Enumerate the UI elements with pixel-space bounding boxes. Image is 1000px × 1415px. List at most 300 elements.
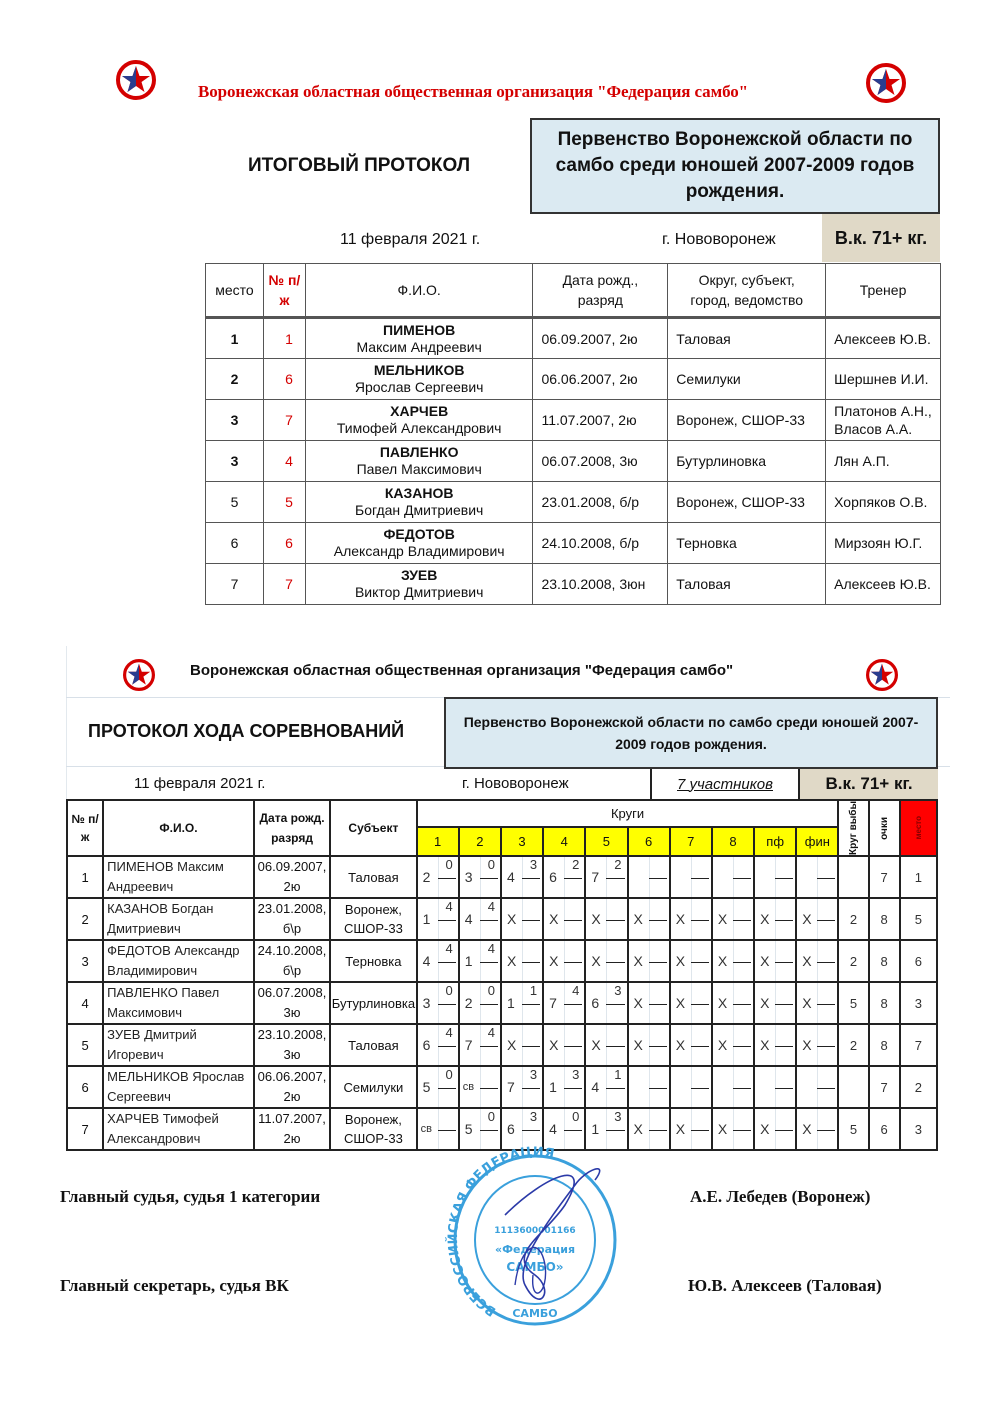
col-region: Округ, субъект, город, ведомство: [668, 264, 826, 318]
opponent: X: [675, 1037, 686, 1053]
opponent: X: [675, 953, 686, 969]
competition-title-box-2: [444, 697, 938, 769]
bout-cell: [796, 1108, 838, 1150]
table-row: [206, 523, 941, 564]
opponent: 4: [422, 953, 431, 969]
bout-cell: [501, 982, 543, 1024]
coach-cell: Шершнев И.И.: [826, 359, 941, 400]
table-row: [206, 482, 941, 523]
name-cell: ЗУЕВ Дмитрий Игоревич: [103, 1024, 254, 1066]
score: 4: [487, 941, 495, 956]
org-name-2: Воронежская областная общественная организация "Федерация самбо": [190, 662, 734, 679]
bout-cell: [670, 940, 712, 982]
opponent: X: [591, 911, 601, 927]
number-cell: 7: [263, 564, 305, 605]
opponent: X: [633, 1121, 643, 1137]
col-number: № п/ж: [263, 264, 305, 318]
bout-cell: [628, 940, 670, 982]
bout-cell: [670, 982, 712, 1024]
sambo-logo-icon: [123, 659, 155, 691]
first-name: Тимофей Александрович: [336, 420, 502, 436]
opponent: X: [760, 1037, 770, 1053]
bout-cell: [501, 940, 543, 982]
bout-cell: [417, 1066, 459, 1108]
org-name: Воронежская областная общественная организация "Федерация самбо": [198, 82, 748, 101]
opponent: X: [549, 953, 559, 969]
name-cell: КАЗАНОВ Богдан Дмитриевич: [103, 898, 254, 940]
opponent: X: [760, 995, 770, 1011]
score: 2: [572, 857, 580, 872]
svg-text:САМБО: САМБО: [512, 1307, 558, 1320]
bout-cell: [585, 856, 627, 898]
bout-cell: [628, 1108, 670, 1150]
table-row: [67, 982, 937, 1024]
bout-cell: [670, 856, 712, 898]
opponent: X: [802, 953, 812, 969]
score: 4: [487, 1025, 495, 1040]
weight-class-box: [822, 214, 940, 262]
opponent: X: [717, 953, 728, 969]
dob-cell: 24.10.2008, б\р: [254, 940, 330, 982]
number-cell: 1: [263, 318, 305, 359]
score: 3: [614, 983, 622, 998]
bout-cell: [417, 898, 459, 940]
dob-cell: 06.06.2007, 2ю: [254, 1066, 330, 1108]
place-cell: 1: [900, 856, 937, 898]
opponent: X: [506, 1037, 517, 1053]
bout-cell: [459, 940, 501, 982]
bout-cell: [754, 1066, 796, 1108]
opponent: X: [760, 1121, 770, 1137]
name-cell: ФЕДОТОВ Александр Владимирович: [103, 940, 254, 982]
participants-box: [650, 769, 800, 799]
bout-cell: [796, 1066, 838, 1108]
bout-cell: [417, 982, 459, 1024]
last-name: ПИМЕНОВ: [383, 321, 456, 338]
opponent: X: [802, 911, 812, 927]
out-round-cell: 2: [838, 898, 868, 940]
col-number: № п/ж: [67, 800, 103, 856]
table-row: [206, 564, 941, 605]
opponent: X: [506, 953, 517, 969]
dob-cell: 11.07.2007, 2ю: [533, 400, 668, 441]
bout-cell: [543, 898, 585, 940]
opponent: 4: [464, 911, 473, 927]
name-cell: [305, 441, 533, 482]
first-name: Александр Владимирович: [333, 543, 505, 559]
opponent: 7: [591, 869, 600, 885]
col-name: Ф.И.О.: [103, 800, 254, 856]
first-name: Богдан Дмитриевич: [355, 502, 484, 518]
out-round-cell: [838, 856, 868, 898]
bout-cell: [670, 1066, 712, 1108]
bout-cell: [628, 856, 670, 898]
bout-cell: [459, 1066, 501, 1108]
opponent: св: [462, 1081, 475, 1093]
bout-cell: [501, 1024, 543, 1066]
score: 4: [445, 1025, 453, 1040]
sambo-logo-icon: [116, 60, 156, 100]
rounds-title: Круги: [417, 800, 839, 827]
round-header: 4: [543, 827, 585, 856]
bout-cell: [796, 1024, 838, 1066]
table-row: [206, 359, 941, 400]
score: 0: [445, 1067, 453, 1082]
name-cell: [305, 564, 533, 605]
bout-cell: [754, 1108, 796, 1150]
chief-judge-name: А.Е. Лебедев (Воронеж): [690, 1187, 871, 1206]
name-cell: [305, 523, 533, 564]
score: 4: [445, 941, 453, 956]
first-name: Павел Максимович: [356, 461, 482, 477]
bout-cell: [501, 1066, 543, 1108]
opponent: X: [717, 1037, 728, 1053]
place-cell: 3: [206, 400, 264, 441]
dob-cell: 23.01.2008, б/р: [533, 482, 668, 523]
number-cell: 7: [263, 400, 305, 441]
opponent: X: [717, 911, 728, 927]
number-cell: 5: [67, 1024, 103, 1066]
opponent: 3: [422, 995, 431, 1011]
final-results-table: [205, 263, 941, 605]
col-subject: Субъект: [330, 800, 416, 856]
dob-cell: 11.07.2007, 2ю: [254, 1108, 330, 1150]
points-cell: 8: [869, 982, 900, 1024]
svg-text:САМБО»: САМБО»: [506, 1260, 564, 1274]
competition-city-2: г. Нововоронеж: [462, 775, 569, 792]
participants-count: 7 участников: [677, 775, 773, 793]
number-cell: 6: [263, 359, 305, 400]
round-header: 7: [670, 827, 712, 856]
opponent: 6: [422, 1037, 431, 1053]
svg-text:ВСЕРОССИЙСКАЯ ФЕДЕРАЦИЯ: ВСЕРОССИЙСКАЯ ФЕДЕРАЦИЯ: [445, 1145, 556, 1319]
name-cell: ХАРЧЕВ Тимофей Александрович: [103, 1108, 254, 1150]
place-cell: 7: [900, 1024, 937, 1066]
table-row: [67, 940, 937, 982]
chief-secretary-name: Ю.В. Алексеев (Таловая): [688, 1276, 882, 1295]
opponent: X: [591, 953, 601, 969]
score: 3: [614, 1109, 622, 1124]
name-cell: ПИМЕНОВ Максим Андреевич: [103, 856, 254, 898]
col-points: очки: [869, 800, 900, 856]
score: 3: [529, 857, 538, 872]
col-place: место: [206, 264, 264, 318]
score: 3: [529, 1109, 538, 1124]
opponent: X: [717, 1121, 728, 1137]
opponent: X: [549, 911, 559, 927]
bout-cell: [585, 1066, 627, 1108]
opponent: 7: [464, 1037, 473, 1053]
number-cell: 5: [263, 482, 305, 523]
points-cell: 7: [869, 856, 900, 898]
opponent: X: [506, 911, 517, 927]
bout-cell: [585, 982, 627, 1024]
svg-text:«Федерация: «Федерация: [494, 1243, 576, 1256]
opponent: X: [802, 995, 812, 1011]
place-cell: 6: [206, 523, 264, 564]
dob-cell: 23.10.2008, 3ю: [254, 1024, 330, 1066]
name-cell: [305, 359, 533, 400]
round-header: 5: [585, 827, 627, 856]
opponent: 6: [591, 995, 600, 1011]
bout-cell: [459, 856, 501, 898]
opponent: 4: [549, 1121, 557, 1137]
name-cell: [305, 400, 533, 441]
weight-class-2: В.к. 71+ кг.: [825, 774, 913, 793]
col-dob: Дата рожд., разряд: [533, 264, 668, 318]
score: 0: [572, 1109, 580, 1124]
bout-cell: [712, 856, 754, 898]
number-cell: 4: [67, 982, 103, 1024]
table-row: [67, 1066, 937, 1108]
opponent: 6: [506, 1121, 515, 1137]
opponent: X: [633, 953, 643, 969]
place-cell: 6: [900, 940, 937, 982]
bout-cell: [670, 898, 712, 940]
table-row: [206, 441, 941, 482]
bout-cell: [796, 940, 838, 982]
opponent: 6: [549, 869, 557, 885]
dob-cell: 06.09.2007, 2ю: [533, 318, 668, 359]
place-cell: 3: [206, 441, 264, 482]
opponent: 2: [464, 995, 473, 1011]
number-cell: 4: [263, 441, 305, 482]
bout-cell: [585, 1024, 627, 1066]
points-cell: 8: [869, 898, 900, 940]
opponent: 7: [549, 995, 557, 1011]
score: 3: [572, 1067, 580, 1082]
opponent: св: [420, 1123, 432, 1135]
opponent: X: [633, 1037, 643, 1053]
number-cell: 6: [67, 1066, 103, 1108]
region-cell: Таловая: [668, 318, 826, 359]
out-round-cell: 2: [838, 940, 868, 982]
bout-cell: [628, 1024, 670, 1066]
weight-class: В.к. 71+ кг.: [834, 227, 928, 248]
score: 0: [445, 983, 453, 998]
last-name: ПАВЛЕНКО: [379, 444, 459, 460]
opponent: 1: [549, 1079, 557, 1095]
bout-cell: [796, 898, 838, 940]
bout-cell: [543, 982, 585, 1024]
competition-title-box: [530, 118, 940, 214]
dob-cell: 06.06.2007, 2ю: [533, 359, 668, 400]
bout-cell: [501, 856, 543, 898]
coach-cell: Хорпяков О.В.: [826, 482, 941, 523]
col-place: место: [900, 800, 937, 856]
bout-cell: [585, 1108, 627, 1150]
round-header: 8: [712, 827, 754, 856]
score: 4: [572, 983, 580, 998]
opponent: 1: [591, 1121, 600, 1137]
opponent: 4: [506, 869, 515, 885]
points-cell: 7: [869, 1066, 900, 1108]
sambo-logo-icon: [866, 63, 906, 103]
bout-cell: [459, 1108, 501, 1150]
region-cell: Бутурлиновка: [668, 441, 826, 482]
bout-cell: [754, 982, 796, 1024]
bout-cell: [501, 898, 543, 940]
competition-city: г. Нововоронеж: [662, 231, 776, 248]
table-row: [206, 400, 941, 441]
bout-cell: [459, 898, 501, 940]
coach-cell: Лян А.П.: [826, 441, 941, 482]
bout-cell: [417, 940, 459, 982]
bout-cell: [754, 1024, 796, 1066]
bout-cell: [543, 1108, 585, 1150]
first-name: Ярослав Сергеевич: [354, 379, 484, 395]
bout-cell: [754, 898, 796, 940]
opponent: X: [549, 1037, 559, 1053]
subject-cell: Воронеж, СШОР-33: [330, 1108, 416, 1150]
bout-cell: [670, 1108, 712, 1150]
out-round-cell: 5: [838, 1108, 868, 1150]
number-cell: 6: [263, 523, 305, 564]
score: 0: [487, 857, 495, 872]
dob-cell: 06.07.2008, 3ю: [533, 441, 668, 482]
final-protocol-title: ИТОГОВЫЙ ПРОТОКОЛ: [248, 155, 471, 176]
round-header: 1: [417, 827, 459, 856]
last-name: ЗУЕВ: [400, 567, 438, 583]
dob-cell: 23.10.2008, 3юн: [533, 564, 668, 605]
table-row: [67, 1024, 937, 1066]
place-cell: 3: [900, 982, 937, 1024]
opponent: 5: [464, 1121, 473, 1137]
place-cell: 7: [206, 564, 264, 605]
bout-cell: [628, 898, 670, 940]
bout-cell: [459, 1024, 501, 1066]
chief-judge-label: Главный судья, судья 1 категории: [60, 1187, 321, 1206]
weight-class-box-2: [800, 769, 938, 799]
place-cell: 5: [206, 482, 264, 523]
score: 4: [445, 899, 453, 914]
subject-cell: Семилуки: [330, 1066, 416, 1108]
opponent: X: [591, 1037, 601, 1053]
score: 4: [487, 899, 495, 914]
coach-cell: Алексеев Ю.В.: [826, 564, 941, 605]
round-header: фин: [796, 827, 838, 856]
score: 0: [487, 1109, 495, 1124]
bout-cell: [543, 940, 585, 982]
score: 2: [614, 857, 622, 872]
bout-cell: [628, 982, 670, 1024]
bout-progress-table: [66, 799, 938, 1151]
score: 3: [529, 1067, 538, 1082]
score: 1: [529, 983, 538, 998]
bout-cell: [712, 1066, 754, 1108]
region-cell: Таловая: [668, 564, 826, 605]
opponent: 5: [422, 1079, 431, 1095]
place-cell: 3: [900, 1108, 937, 1150]
opponent: X: [633, 911, 643, 927]
bout-cell: [543, 1024, 585, 1066]
bout-cell: [712, 1024, 754, 1066]
bout-cell: [796, 982, 838, 1024]
points-cell: 8: [869, 940, 900, 982]
opponent: 7: [506, 1079, 515, 1095]
out-round-cell: [838, 1066, 868, 1108]
coach-cell: Мирзоян Ю.Г.: [826, 523, 941, 564]
dob-cell: 06.07.2008, 3ю: [254, 982, 330, 1024]
number-cell: 2: [67, 898, 103, 940]
bout-cell: [459, 982, 501, 1024]
name-cell: [305, 482, 533, 523]
name-cell: МЕЛЬНИКОВ Ярослав Сергеевич: [103, 1066, 254, 1108]
dob-cell: 23.01.2008, б\р: [254, 898, 330, 940]
subject-cell: Бутурлиновка: [330, 982, 416, 1024]
score: 0: [445, 857, 453, 872]
points-cell: 8: [869, 1024, 900, 1066]
region-cell: Воронеж, СШОР-33: [668, 482, 826, 523]
subject-cell: Терновка: [330, 940, 416, 982]
place-cell: 2: [900, 1066, 937, 1108]
first-name: Виктор Дмитриевич: [354, 584, 484, 600]
bout-cell: [417, 1024, 459, 1066]
last-name: КАЗАНОВ: [384, 485, 454, 501]
coach-cell: Платонов А.Н., Власов А.А.: [826, 400, 941, 441]
bout-cell: [501, 1108, 543, 1150]
opponent: X: [675, 911, 686, 927]
subject-cell: Воронеж, СШОР-33: [330, 898, 416, 940]
col-dob: Дата рожд. разряд: [254, 800, 330, 856]
opponent: X: [633, 995, 643, 1011]
table-row: [67, 898, 937, 940]
out-round-cell: 2: [838, 1024, 868, 1066]
chief-secretary-label: Главный секретарь, судья ВК: [60, 1276, 289, 1295]
region-cell: Воронеж, СШОР-33: [668, 400, 826, 441]
subject-cell: Таловая: [330, 856, 416, 898]
round-header: 6: [628, 827, 670, 856]
bout-cell: [585, 898, 627, 940]
competition-date-2: 11 февраля 2021 г.: [134, 775, 266, 792]
table-row: [67, 856, 937, 898]
points-cell: 6: [869, 1108, 900, 1150]
score: 0: [487, 983, 495, 998]
bout-cell: [712, 1108, 754, 1150]
last-name: ФЕДОТОВ: [383, 526, 455, 542]
opponent: 1: [506, 995, 515, 1011]
out-round-cell: 5: [838, 982, 868, 1024]
subject-cell: Таловая: [330, 1024, 416, 1066]
table-header-row: [206, 264, 941, 318]
bout-cell: [417, 856, 459, 898]
opponent: X: [760, 911, 770, 927]
bout-cell: [712, 898, 754, 940]
bout-cell: [712, 982, 754, 1024]
round-header: 2: [459, 827, 501, 856]
score: 1: [614, 1067, 622, 1082]
table-row: [67, 1108, 937, 1150]
table-row: [206, 318, 941, 359]
bout-cell: [754, 940, 796, 982]
bout-cell: [543, 1066, 585, 1108]
last-name: ХАРЧЕВ: [390, 403, 449, 419]
competition-title-2: Первенство Воронежской области по самбо среди юношей 2007-2009 годов рождения.: [463, 714, 919, 752]
bout-cell: [585, 940, 627, 982]
opponent: X: [675, 1121, 686, 1137]
name-cell: [305, 318, 533, 359]
sambo-logo-icon: [866, 659, 898, 691]
number-cell: 3: [67, 940, 103, 982]
place-cell: 1: [206, 318, 264, 359]
col-coach: Тренер: [826, 264, 941, 318]
bout-cell: [754, 856, 796, 898]
opponent: 4: [591, 1079, 600, 1095]
bout-cell: [796, 856, 838, 898]
opponent: 2: [422, 869, 431, 885]
opponent: X: [717, 995, 728, 1011]
round-header: пф: [754, 827, 796, 856]
